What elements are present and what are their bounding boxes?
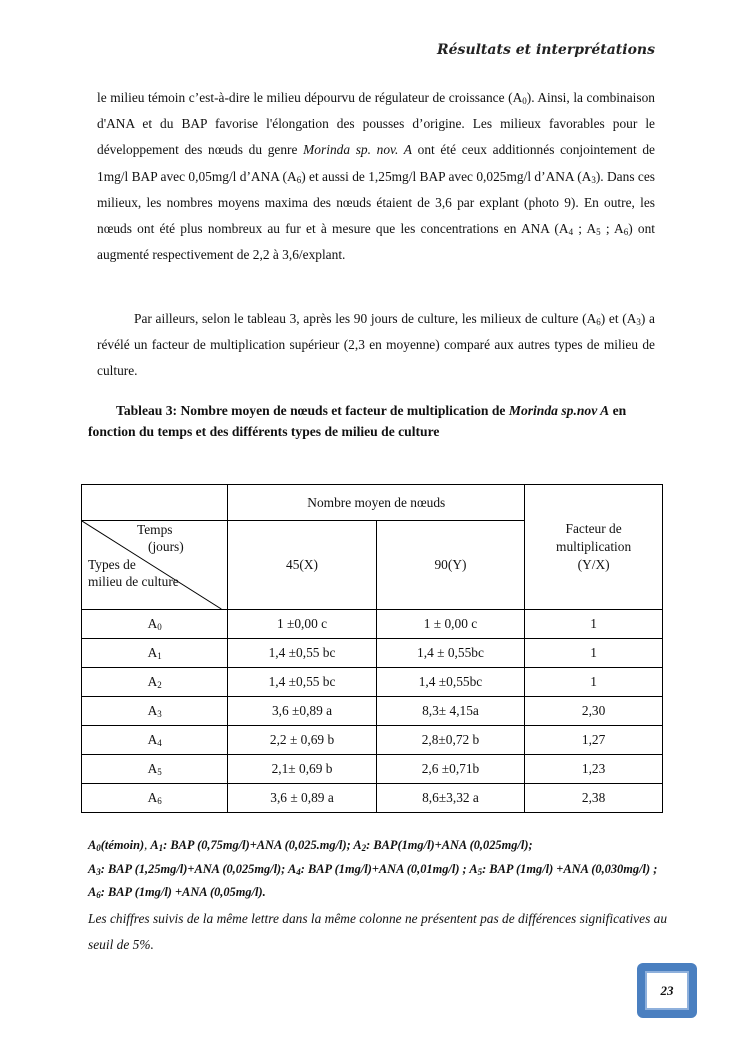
subscript: 2 [157, 680, 162, 690]
legend-text: : BAP (1mg/l) +ANA (0,05mg/l). [100, 885, 266, 899]
subscript: 6 [296, 174, 302, 185]
nodes-45-cell [228, 784, 376, 813]
diag-label-temps: Temps [137, 522, 173, 537]
text-run: ) a révélé un facteur de multiplication supérieur (2,3 en moyenne) comparé aux autres types de milieu de culture. [97, 311, 655, 379]
table-row [82, 668, 663, 697]
subscript: 6 [596, 317, 601, 327]
body-paragraph-1 [97, 85, 655, 268]
factor-cell [525, 668, 663, 697]
subscript: 0 [96, 843, 101, 853]
nodes-90-cell [376, 726, 524, 755]
text-run: ; A [600, 221, 624, 237]
page-number-frame [637, 963, 697, 1018]
col-header-90: 90(Y) [376, 521, 524, 610]
nodes-90-cell [376, 784, 524, 813]
subscript: 1 [157, 651, 162, 661]
subscript: 0 [522, 96, 527, 106]
diag-label-milieu: milieu de culture [88, 574, 179, 589]
legend-sep: , [144, 838, 151, 852]
text-run: Par ailleurs, selon le tableau 3, après les 90 jours de culture, les milieux de culture (A [134, 311, 597, 326]
nodes-90-cell-text: 1,4 ±0,55bc [418, 674, 483, 689]
diag-label-types: Types de [88, 557, 136, 572]
legend-text: : BAP (1mg/l)+ANA (0,01mg/l) ; [300, 861, 470, 876]
legend-text: (témoin) [100, 838, 145, 852]
factor-cell-text: 1 [590, 645, 597, 660]
nodes-45-cell [228, 697, 376, 726]
subscript: 3 [636, 317, 641, 327]
nodes-45-cell-text: 1,4 ±0,55 bc [268, 645, 336, 660]
diag-label-jours: (jours) [148, 539, 184, 554]
legend-text: : BAP(1mg/l)+ANA (0,025mg/l); [366, 838, 533, 852]
text-run: le milieu témoin c’est-à-dire le milieu dépourvu de régulateur de croissance (A [97, 90, 523, 105]
nodes-45-cell-text: 2,2 ± 0,69 b [269, 732, 335, 747]
legend-text: : BAP (1mg/l) +ANA (0,030mg/l) ; [482, 861, 658, 876]
legend-text: : BAP (0,75mg/l)+ANA (0,025.mg/l); [163, 838, 354, 852]
factor-cell-text: 2,30 [581, 703, 606, 718]
subscript: 6 [96, 890, 101, 900]
subscript: 3 [591, 174, 596, 185]
empty-header-cell [82, 485, 228, 521]
legend-text: : BAP (1,25mg/l)+ANA (0,025mg/l); [100, 861, 288, 876]
subscript: 3 [157, 709, 162, 719]
legend-key: A [287, 861, 297, 876]
nodes-90-cell [376, 610, 524, 639]
factor-cell-text: 2,38 [581, 790, 606, 805]
medium-cell [82, 726, 228, 755]
medium-cell-text: A [147, 703, 158, 718]
nodes-45-cell [228, 755, 376, 784]
factor-cell [525, 697, 663, 726]
medium-cell [82, 639, 228, 668]
subscript: 4 [296, 866, 301, 877]
nodes-90-cell [376, 697, 524, 726]
text-run: ) et (A [600, 311, 637, 326]
diagonal-header-cell [82, 521, 228, 610]
legend-key: A [150, 838, 159, 852]
significance-note: Les chiffres suivis de la même lettre dans la même colonne ne présentent pas de différences significatives au seuil de 5%. [88, 911, 668, 952]
factor-cell [525, 784, 663, 813]
legend-key: A [353, 838, 362, 852]
nodes-45-cell [228, 639, 376, 668]
factor-cell-text: 1,27 [581, 732, 606, 747]
nodes-45-cell-text: 3,6 ± 0,89 a [270, 790, 334, 805]
medium-cell-text: A [147, 616, 158, 631]
subscript: 6 [623, 227, 629, 238]
caption-text: en fonction du temps et des différents types de milieu de culture [88, 403, 627, 439]
subscript: 6 [157, 796, 162, 806]
factor-cell-text: 1,23 [581, 761, 606, 776]
table-legend [88, 834, 668, 905]
nodes-45-cell [228, 668, 376, 697]
text-run: ) et aussi de 1,25mg/l BAP avec 0,025mg/l d’ANA (A [301, 168, 592, 184]
col-header-45: 45(X) [228, 521, 376, 610]
nodes-90-cell-text: 2,6 ±0,71b [421, 761, 480, 776]
nodes-45-cell [228, 610, 376, 639]
nodes-90-cell-text: 8,6±3,32 a [422, 790, 479, 805]
subscript: 2 [361, 843, 367, 853]
medium-cell-text: A [147, 674, 158, 689]
medium-cell [82, 755, 228, 784]
table-row [82, 726, 663, 755]
subscript: 0 [157, 622, 162, 632]
text-run: ). Ainsi, la combinaison d'ANA et du BAP favorise l'élongation des pousses d’origine. Les milieux favorables pour le développement des nœuds du genre [97, 90, 655, 158]
factor-cell [525, 726, 663, 755]
nodes-90-cell-text: 8,3± 4,15a [422, 703, 479, 718]
table-row [82, 784, 663, 813]
data-table [81, 484, 663, 813]
group-header: Nombre moyen de nœuds [228, 485, 525, 521]
nodes-90-cell [376, 668, 524, 697]
body-paragraph-2 [97, 306, 655, 385]
table-row [82, 610, 663, 639]
nodes-90-cell [376, 755, 524, 784]
species-name: Morinda sp. nov. A [303, 142, 412, 158]
table-row [82, 755, 663, 784]
nodes-90-cell-text: 1,4 ± 0,55bc [417, 645, 484, 660]
factor-cell [525, 639, 663, 668]
nodes-45-cell-text: 2,1± 0,69 b [271, 761, 333, 776]
nodes-45-cell-text: 1 ±0,00 c [276, 616, 328, 631]
factor-cell-text: 1 [590, 616, 597, 631]
medium-cell [82, 784, 228, 813]
legend-key: A [88, 885, 97, 899]
legend-key: A [469, 861, 478, 876]
nodes-90-cell [376, 639, 524, 668]
text-run: ). Dans ces milieux, les nombres moyens maxima des nœuds étaient de 3,6 par explant (photo 9). En outre, les nœuds ont été plus nombreux au fur et à mesure que les concentrations en ANA (A [97, 168, 655, 237]
text-run: ) ont augmenté respectivement de 2,2 à 3,6/explant. [97, 221, 655, 263]
species-name: Morinda sp.nov A [508, 403, 610, 418]
table-row [82, 697, 663, 726]
subscript: 4 [568, 227, 574, 238]
factor-cell [525, 755, 663, 784]
table-header-row [82, 485, 663, 521]
factor-cell-text: 1 [590, 674, 597, 689]
table-caption [88, 400, 663, 442]
subscript: 3 [96, 866, 101, 877]
medium-cell-text: A [147, 790, 158, 805]
subscript: 5 [157, 767, 162, 777]
factor-cell [525, 610, 663, 639]
subscript: 1 [158, 843, 164, 853]
section-header: Résultats et interprétations [437, 42, 655, 58]
factor-header-text: Facteur de multiplication (Y/X) [556, 521, 632, 572]
subscript: 5 [477, 866, 483, 877]
table-row [82, 639, 663, 668]
text-run: ; A [573, 221, 597, 237]
medium-cell [82, 697, 228, 726]
medium-cell [82, 610, 228, 639]
nodes-45-cell-text: 1,4 ±0,55 bc [268, 674, 336, 689]
nodes-45-cell [228, 726, 376, 755]
medium-cell [82, 668, 228, 697]
nodes-45-cell-text: 3,6 ±0,89 a [271, 703, 333, 718]
subscript: 4 [157, 738, 162, 748]
medium-cell-text: A [147, 761, 158, 776]
page-number: 23 [645, 971, 689, 1010]
nodes-90-cell-text: 1 ± 0,00 c [423, 616, 478, 631]
caption-text: Tableau 3: Nombre moyen de nœuds et facteur de multiplication de [116, 403, 509, 418]
legend-key: A [88, 838, 97, 852]
factor-header [525, 485, 663, 610]
nodes-90-cell-text: 2,8±0,72 b [421, 732, 480, 747]
medium-cell-text: A [147, 645, 158, 660]
medium-cell-text: A [147, 732, 158, 747]
subscript: 5 [596, 227, 601, 238]
text-run: ont été ceux additionnés conjointement de 1mg/l BAP avec 0,05mg/l d’ANA (A [97, 142, 656, 184]
legend-key: A [88, 861, 97, 876]
